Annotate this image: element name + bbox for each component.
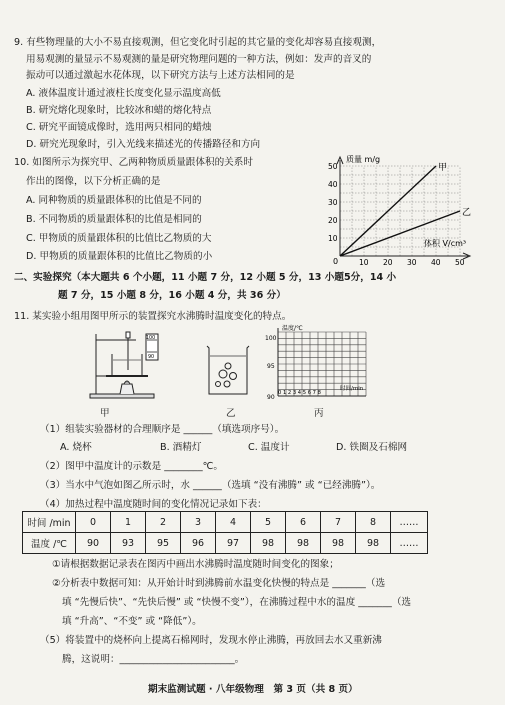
q11-part-4-1: ①请根据数据记录表在图丙中画出水沸腾时温度随时间变化的图象； <box>52 559 339 570</box>
fig-label-yi: 乙 <box>226 408 236 419</box>
tt-x-axis-label: 时间/min <box>340 386 364 392</box>
table-cell: 96 <box>181 533 216 554</box>
table-cell: 7 <box>321 512 356 533</box>
table-cell: …… <box>391 512 428 533</box>
table-cell: 90 <box>76 533 111 554</box>
q11-part-2: （2）图甲中温度计的示数是 ________℃。 <box>40 461 224 472</box>
tt-y-top-tick: 100 <box>265 335 277 342</box>
mv-y-tick-label: 50 <box>328 162 338 171</box>
q11-part-3: （3）当水中气泡如图乙所示时，水 ______（选填 “没有沸腾” 或 “已经沸腾”）。 <box>40 480 381 491</box>
q9-stem-line-3: 振动可以通过激起水花体现，以下研究方法与上述方法相同的是 <box>26 70 295 81</box>
mv-y-tick-label: 30 <box>328 198 338 207</box>
table-header-time: 时间 /min <box>23 512 76 533</box>
q10-option-d: D. 甲物质的质量跟体积的比值比乙物质的小 <box>26 251 213 262</box>
q11-part-4-2-line-1: ②分析表中数据可知：从开始计时到沸腾前水温变化快慢的特点是 _______（选 <box>52 578 386 589</box>
q10-stem-line-1: 10. 如图所示为探究甲、乙两种物质质量跟体积的关系时 <box>14 157 253 168</box>
table-cell: 93 <box>111 533 146 554</box>
thermo-mark-90: 90 <box>148 355 155 360</box>
table-cell: 6 <box>286 512 321 533</box>
mv-origin-label: 0 <box>333 257 339 266</box>
mv-y-tick-label: 20 <box>328 216 338 225</box>
mv-x-tick-label: 30 <box>407 258 417 267</box>
table-cell: 97 <box>216 533 251 554</box>
mv-y-axis-label: 质量 m/g <box>346 155 381 164</box>
table-cell: 98 <box>251 533 286 554</box>
table-cell: 1 <box>111 512 146 533</box>
tt-y-axis-label: 温度/℃ <box>282 325 303 332</box>
q11-part-4-2-line-2: 填 “先慢后快”、“先快后慢” 或 “快慢不变”），在沸腾过程中水的温度 _______（选 <box>62 597 412 608</box>
tt-x-ticks: 0 1 2 3 4 5 6 7 8 <box>278 390 321 396</box>
q11-p1-option-b: B. 酒精灯 <box>160 442 202 453</box>
table-cell: …… <box>391 533 428 554</box>
fig-label-bing: 丙 <box>314 408 324 419</box>
apparatus-figure <box>84 330 162 400</box>
section2-title-line-2: 题 7 分，15 小题 8 分，16 小题 4 分，共 36 分） <box>58 290 286 301</box>
tt-y-mid-tick: 95 <box>267 363 275 370</box>
mv-x-axis-label: 体积 V/cm³ <box>424 239 467 248</box>
q9-stem-line-2: 用易观测的量显示不易观测的量是研究物理问题的一种方法，例如：发声的音叉的 <box>26 54 372 65</box>
table-cell: 3 <box>181 512 216 533</box>
mv-x-tick-label: 20 <box>383 258 393 267</box>
q9-option-c: C. 研究平面镜成像时，选用两只相同的蜡烛 <box>26 122 212 133</box>
q11-p1-option-d: D. 铁圈及石棉网 <box>336 442 408 453</box>
fig-label-jia: 甲 <box>100 408 110 419</box>
page-footer: 期末监测试题 · 八年级物理 第 3 页（共 8 页） <box>148 684 358 695</box>
table-cell: 0 <box>76 512 111 533</box>
q11-part-4: （4）加热过程中温度随时间的变化情况记录如下表： <box>40 499 267 510</box>
q10-option-a: A. 同种物质的质量跟体积的比值是不同的 <box>26 195 202 206</box>
q9-option-a: A. 液体温度计通过液柱长度变化显示温度高低 <box>26 88 221 99</box>
q11-part-5-line-1: （5）将装置中的烧杯向上提离石棉网时，发现水停止沸腾，再放回去水又重新沸 <box>40 635 382 646</box>
table-row-time <box>23 512 428 533</box>
table-cell: 2 <box>146 512 181 533</box>
mv-x-tick-label: 10 <box>359 258 369 267</box>
table-row-temperature <box>23 533 428 554</box>
table-cell: 98 <box>321 533 356 554</box>
q9-option-d: D. 研究光现象时，引入光线来描述光的传播路径和方向 <box>26 139 261 150</box>
q10-option-c: C. 甲物质的质量跟体积的比值比乙物质的大 <box>26 233 212 244</box>
q10-stem-line-2: 作出的图像，以下分析正确的是 <box>26 176 161 187</box>
beaker-bubbles-figure <box>203 344 253 398</box>
table-cell: 95 <box>146 533 181 554</box>
table-cell: 8 <box>356 512 391 533</box>
q10-option-b: B. 不同物质的质量跟体积的比值是相同的 <box>26 214 202 225</box>
table-cell: 98 <box>286 533 321 554</box>
table-cell: 5 <box>251 512 286 533</box>
mv-series-label: 乙 <box>462 208 472 218</box>
q11-part-1: （1）组装实验器材的合理顺序是 ______（填选项序号）。 <box>40 424 285 435</box>
q9-stem-line-1: 9. 有些物理量的大小不易直接观测，但它变化时引起的其它量的变化却容易直接观测， <box>14 37 382 48</box>
mv-y-tick-label: 40 <box>328 180 338 189</box>
mass-volume-chart <box>300 152 480 268</box>
q11-p1-option-c: C. 温度计 <box>248 442 290 453</box>
q11-part-5-line-2: 腾，这说明：________________________。 <box>62 654 245 665</box>
q9-option-b: B. 研究熔化现象时，比较冰和蜡的熔化特点 <box>26 105 212 116</box>
mv-y-tick-label: 10 <box>328 234 338 243</box>
mv-series-label: 甲 <box>438 163 448 173</box>
q11-p1-option-a: A. 烧杯 <box>60 442 92 453</box>
table-cell: 4 <box>216 512 251 533</box>
q11-stem: 11. 某实验小组用图甲所示的装置探究水沸腾时温度变化的特点。 <box>14 311 292 322</box>
table-cell: 98 <box>356 533 391 554</box>
q11-part-4-2-line-3: 填 “升高”、“不变” 或 “降低”）。 <box>62 616 202 627</box>
temperature-time-grid <box>262 322 370 402</box>
mv-x-tick-label: 40 <box>431 258 441 267</box>
section2-title-line-1: 二、实验探究（本大题共 6 个小题，11 小题 7 分，12 小题 5 分，13 小题5分，14 小 <box>14 272 397 283</box>
table-header-temperature: 温度 /℃ <box>23 533 76 554</box>
tt-y-bottom-tick: 90 <box>267 394 275 401</box>
time-temperature-table <box>22 511 428 554</box>
mv-x-tick-label: 50 <box>455 258 465 267</box>
thermo-mark-100: 100 <box>146 336 156 341</box>
